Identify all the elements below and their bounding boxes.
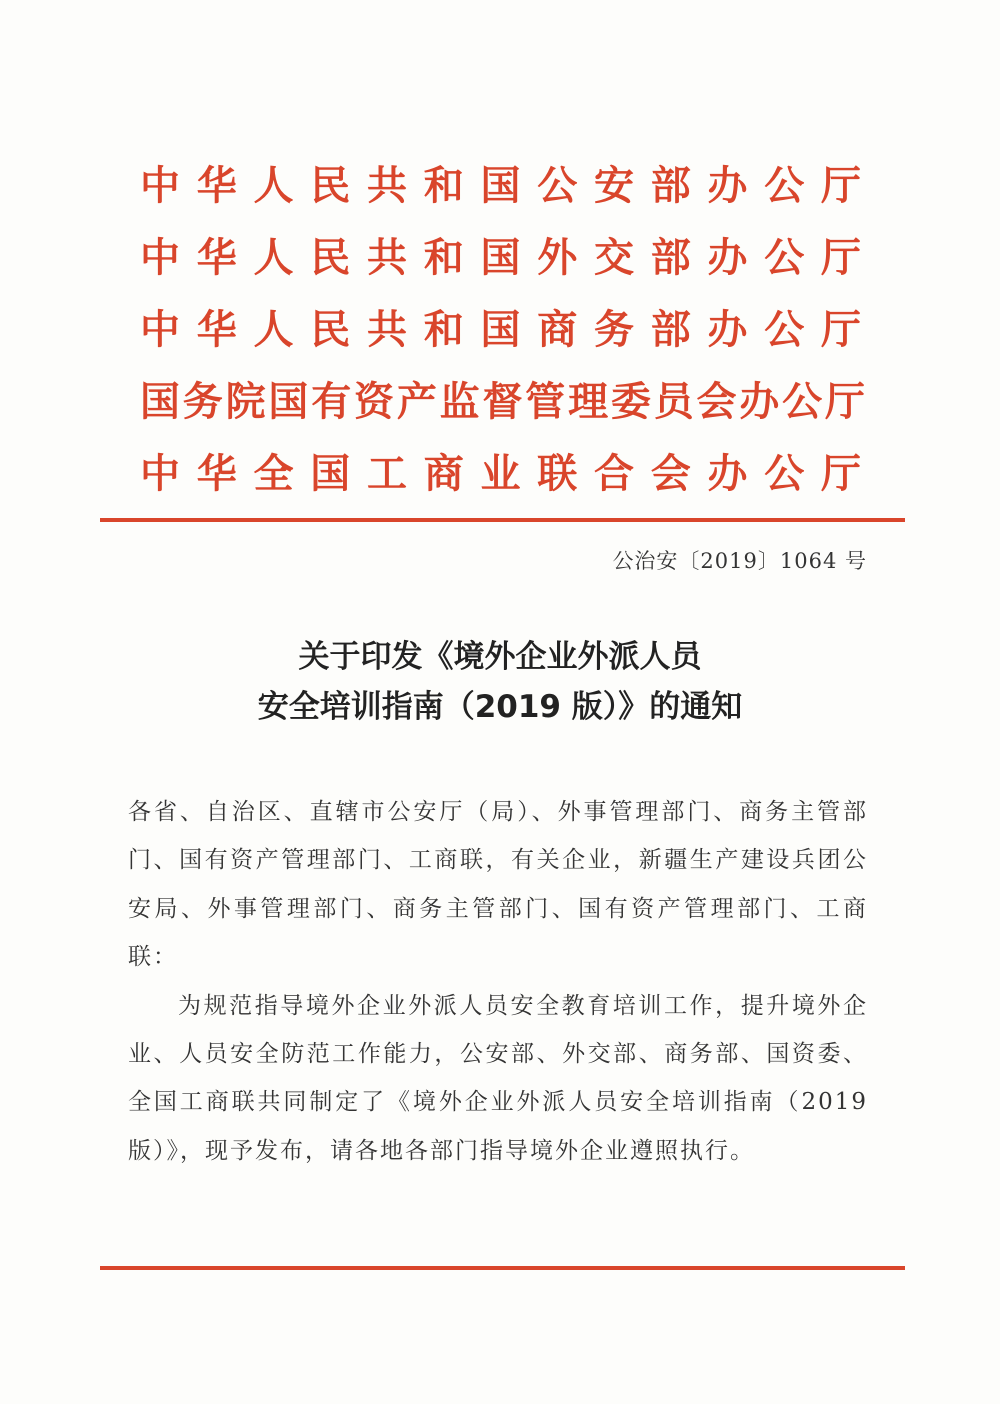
issuer-line: 国务院国有资产监督管理委员会办公厅 bbox=[140, 379, 865, 425]
document-number: 公治安〔2019〕1064 号 bbox=[612, 549, 867, 573]
issuer-line: 中华人民共和国公安部办公厅 bbox=[140, 163, 865, 209]
recipients-paragraph: 各省、自治区、直辖市公安厅（局）、外事管理部门、商务主管部门、国有资产管理部门、工商联，有关企业，新疆生产建设兵团公安局、外事管理部门、商务主管部门、国有资产管理部门、工商联： bbox=[128, 799, 868, 971]
title-line-1: 关于印发《境外企业外派人员 bbox=[298, 639, 702, 675]
footer-divider bbox=[100, 1266, 905, 1270]
document-title bbox=[0, 632, 1000, 732]
document-body bbox=[128, 788, 868, 1175]
issuer-line: 中华人民共和国外交部办公厅 bbox=[140, 235, 865, 281]
issuer-line: 中华人民共和国商务部办公厅 bbox=[140, 307, 865, 353]
title-line-2: 安全培训指南（2019 版）》的通知 bbox=[257, 689, 743, 725]
issuer-header bbox=[140, 150, 865, 510]
header-divider bbox=[100, 518, 905, 522]
main-paragraph: 为规范指导境外企业外派人员安全教育培训工作，提升境外企业、人员安全防范工作能力，公安部、外交部、商务部、国资委、全国工商联共同制定了《境外企业外派人员安全培训指南（2019 版）》，现予发布，请各地各部门指导境外企业遵照执行。 bbox=[128, 992, 868, 1164]
issuer-line: 中华全国工商业联合会办公厅 bbox=[140, 451, 865, 497]
